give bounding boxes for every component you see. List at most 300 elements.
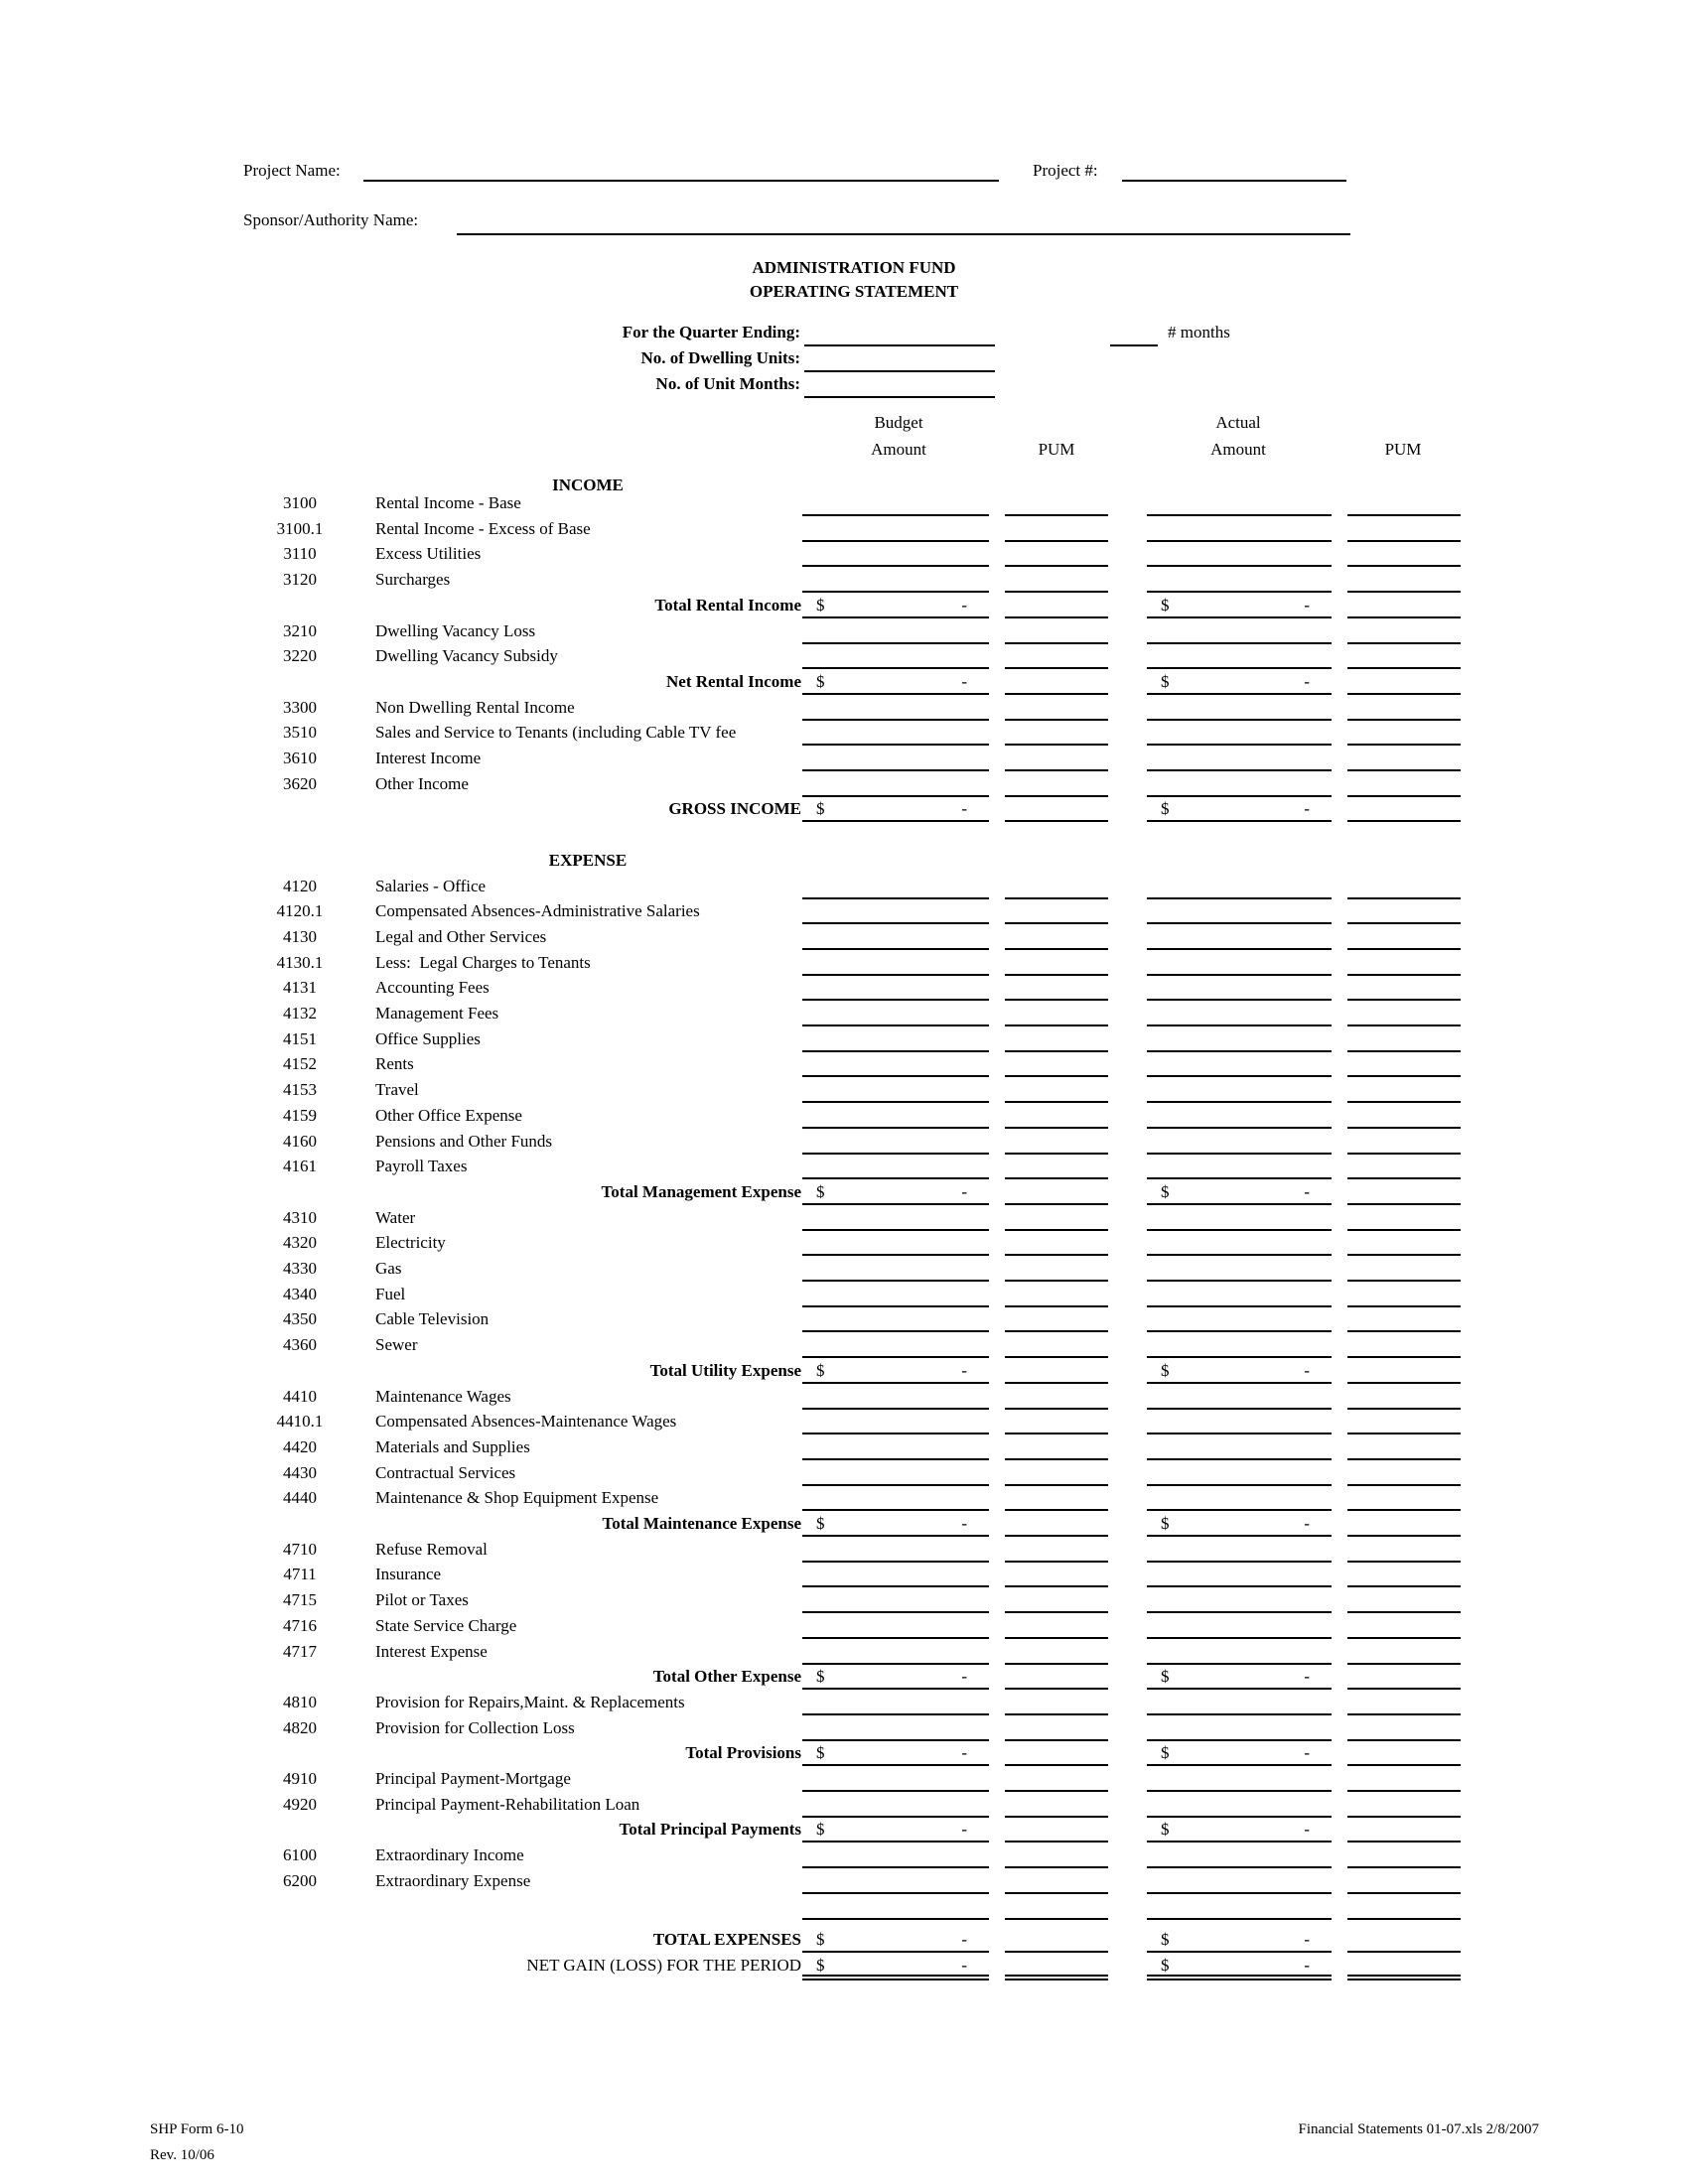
budget-amount-field[interactable] [802, 1740, 989, 1766]
budget-pum-field[interactable] [1005, 796, 1108, 822]
table-row [0, 1766, 1688, 1792]
actual-pum-field[interactable] [1347, 1129, 1461, 1155]
actual-amount-field[interactable] [1147, 1485, 1332, 1511]
budget-pum-field[interactable] [1005, 1664, 1108, 1690]
table-row [0, 1953, 1688, 1979]
budget-amount-field[interactable] [802, 771, 989, 797]
actual-amount-field[interactable] [1147, 695, 1332, 721]
account-description: Rental Income - Excess of Base [375, 519, 591, 538]
budget-amount-field[interactable] [802, 874, 989, 899]
account-code: 3620 [283, 774, 317, 793]
budget-amount-field[interactable] [802, 567, 989, 593]
actual-pum-field[interactable] [1347, 1179, 1461, 1205]
actual-pum-field[interactable] [1347, 874, 1461, 899]
budget-pum-field[interactable] [1005, 950, 1108, 976]
actual-pum-field[interactable] [1347, 1587, 1461, 1613]
actual-amount-field[interactable] [1147, 1077, 1332, 1103]
budget-amount-field[interactable] [802, 516, 989, 542]
actual-amount-field[interactable] [1147, 1409, 1332, 1434]
budget-pum-field[interactable] [1005, 643, 1108, 669]
actual-pum-field[interactable] [1347, 1460, 1461, 1486]
table-row [0, 1205, 1688, 1231]
actual-amount-field[interactable] [1147, 720, 1332, 746]
actual-pum-field[interactable] [1347, 1664, 1461, 1690]
budget-pum-field[interactable] [1005, 516, 1108, 542]
actual-amount-field[interactable] [1147, 643, 1332, 669]
actual-amount-field[interactable] [1147, 898, 1332, 924]
account-code: 4120.1 [276, 901, 324, 920]
actual-amount-field[interactable] [1147, 1537, 1332, 1563]
account-description: Water [375, 1208, 416, 1227]
budget-pum-field[interactable] [1005, 567, 1108, 593]
account-description: Sales and Service to Tenants (including Cable TV fee [375, 723, 737, 742]
budget-pum-field[interactable] [1005, 1332, 1108, 1358]
dollar-sign: $ [1161, 596, 1170, 614]
dollar-sign: $ [1161, 1667, 1170, 1686]
budget-pum-field[interactable] [1005, 874, 1108, 899]
actual-amount-field[interactable] [1147, 1766, 1332, 1792]
budget-pum-field[interactable] [1005, 1587, 1108, 1613]
actual-pum-field[interactable] [1347, 567, 1461, 593]
budget-amount-field[interactable] [802, 1587, 989, 1613]
table-row [0, 1077, 1688, 1103]
actual-amount-field[interactable] [1147, 975, 1332, 1001]
budget-pum-field[interactable] [1005, 898, 1108, 924]
account-description: Management Fees [375, 1004, 499, 1023]
actual-amount-field[interactable] [1147, 1282, 1332, 1307]
budget-pum-field[interactable] [1005, 541, 1108, 567]
actual-pum-field[interactable] [1347, 746, 1461, 771]
budget-amount-field[interactable] [802, 1205, 989, 1231]
budget-pum-field[interactable] [1005, 1179, 1108, 1205]
budget-amount-field[interactable] [802, 1129, 989, 1155]
budget-pum-field[interactable] [1005, 1205, 1108, 1231]
actual-amount-field[interactable] [1147, 1664, 1332, 1690]
actual-pum-field[interactable] [1347, 1690, 1461, 1715]
dollar-sign: $ [1161, 672, 1170, 691]
table-row [0, 1843, 1688, 1868]
budget-pum-field[interactable] [1005, 1001, 1108, 1026]
actual-pum-field[interactable] [1347, 1282, 1461, 1307]
account-description: Non Dwelling Rental Income [375, 698, 575, 717]
actual-pum-field[interactable] [1347, 796, 1461, 822]
actual-pum-field[interactable] [1347, 1103, 1461, 1129]
budget-amount-field[interactable] [802, 618, 989, 644]
budget-pum-field[interactable] [1005, 1868, 1108, 1894]
actual-amount-field[interactable] [1147, 1103, 1332, 1129]
budget-pum-field[interactable] [1005, 1230, 1108, 1256]
actual-pum-field[interactable] [1347, 720, 1461, 746]
actual-pum-field[interactable] [1347, 975, 1461, 1001]
budget-amount-field[interactable] [802, 695, 989, 721]
budget-pum-field[interactable] [1005, 1843, 1108, 1868]
budget-amount-field[interactable] [802, 669, 989, 695]
quarter-ending-label: For the Quarter Ending: [622, 323, 800, 341]
budget-amount-field[interactable] [802, 1664, 989, 1690]
budget-amount-field[interactable] [802, 1001, 989, 1026]
table-row [0, 924, 1688, 950]
budget-pum-field[interactable] [1005, 1613, 1108, 1639]
budget-pum-field[interactable] [1005, 1051, 1108, 1077]
actual-amount-field[interactable] [1147, 1562, 1332, 1587]
actual-pum-field[interactable] [1347, 1256, 1461, 1282]
actual-pum-field[interactable] [1347, 1434, 1461, 1460]
budget-amount-field[interactable] [802, 1384, 989, 1410]
zero-amount-dash: - [1304, 1182, 1310, 1201]
budget-amount-field[interactable] [802, 1817, 989, 1843]
table-row [0, 1894, 1688, 1920]
budget-amount-field[interactable] [802, 898, 989, 924]
actual-amount-field[interactable] [1147, 1715, 1332, 1741]
form-title-line2: OPERATING STATEMENT [749, 282, 959, 301]
actual-amount-field[interactable] [1147, 516, 1332, 542]
budget-pum-field[interactable] [1005, 1129, 1108, 1155]
budget-pum-field[interactable] [1005, 669, 1108, 695]
actual-amount-field[interactable] [1147, 1639, 1332, 1665]
actual-pum-field[interactable] [1347, 1485, 1461, 1511]
budget-pum-field[interactable] [1005, 490, 1108, 516]
account-code: 4340 [283, 1285, 317, 1303]
table-row [0, 1460, 1688, 1486]
budget-amount-field[interactable] [802, 1485, 989, 1511]
actual-pum-field[interactable] [1347, 1817, 1461, 1843]
budget-amount-field[interactable] [802, 1690, 989, 1715]
account-code: 4711 [283, 1565, 317, 1583]
actual-amount-field[interactable] [1147, 1817, 1332, 1843]
actual-pum-field[interactable] [1347, 516, 1461, 542]
form-title-line1: ADMINISTRATION FUND [752, 258, 956, 277]
budget-amount-field[interactable] [802, 1332, 989, 1358]
table-row [0, 1537, 1688, 1563]
dollar-sign: $ [816, 1956, 825, 1975]
budget-pum-field[interactable] [1005, 593, 1108, 618]
account-description: Sewer [375, 1335, 418, 1354]
actual-amount-field[interactable] [1147, 1230, 1332, 1256]
budget-amount-field[interactable] [802, 1026, 989, 1052]
actual-pum-field[interactable] [1347, 1306, 1461, 1332]
actual-amount-field[interactable] [1147, 1894, 1332, 1920]
budget-amount-field[interactable] [802, 593, 989, 618]
actual-amount-field[interactable] [1147, 593, 1332, 618]
zero-amount-dash: - [1304, 1956, 1310, 1975]
dollar-sign: $ [1161, 1514, 1170, 1533]
actual-pum-field[interactable] [1347, 1077, 1461, 1103]
budget-amount-field[interactable] [802, 1179, 989, 1205]
actual-amount-field[interactable] [1147, 1179, 1332, 1205]
table-row [0, 1613, 1688, 1639]
actual-amount-field[interactable] [1147, 1613, 1332, 1639]
actual-pum-field[interactable] [1347, 490, 1461, 516]
actual-amount-field[interactable] [1147, 950, 1332, 976]
table-row [0, 898, 1688, 924]
budget-amount-field[interactable] [802, 1051, 989, 1077]
table-row [0, 1817, 1688, 1843]
budget-pum-field[interactable] [1005, 695, 1108, 721]
sponsor-name-label: Sponsor/Authority Name: [243, 210, 419, 229]
actual-pum-field[interactable] [1347, 643, 1461, 669]
budget-amount-field[interactable] [802, 746, 989, 771]
account-code: 4715 [283, 1590, 317, 1609]
actual-amount-field[interactable] [1147, 1690, 1332, 1715]
actual-pum-field[interactable] [1347, 1384, 1461, 1410]
budget-amount-field[interactable] [802, 1460, 989, 1486]
actual-amount-field[interactable] [1147, 1868, 1332, 1894]
actual-amount-field[interactable] [1147, 746, 1332, 771]
table-row [0, 567, 1688, 593]
actual-amount-field[interactable] [1147, 541, 1332, 567]
table-row [0, 1562, 1688, 1587]
actual-pum-field[interactable] [1347, 1409, 1461, 1434]
quarter-ending-field[interactable] [804, 344, 995, 346]
table-row [0, 1179, 1688, 1205]
budget-pum-field[interactable] [1005, 1384, 1108, 1410]
budget-pum-field[interactable] [1005, 1026, 1108, 1052]
budget-pum-field[interactable] [1005, 618, 1108, 644]
actual-pum-field[interactable] [1347, 950, 1461, 976]
budget-pum-field[interactable] [1005, 1537, 1108, 1563]
account-code: 4920 [283, 1795, 317, 1814]
account-code: 4151 [283, 1029, 317, 1048]
dwelling-units-field[interactable] [804, 370, 995, 372]
table-row [0, 771, 1688, 797]
budget-pum-field[interactable] [1005, 1894, 1108, 1920]
budget-pum-field[interactable] [1005, 1792, 1108, 1818]
table-row [0, 1792, 1688, 1818]
account-description: Travel [375, 1080, 419, 1099]
table-row [0, 720, 1688, 746]
budget-amount-field[interactable] [802, 1868, 989, 1894]
table-row [0, 643, 1688, 669]
budget-amount-field[interactable] [802, 1511, 989, 1537]
account-description: Extraordinary Income [375, 1845, 524, 1864]
budget-pum-field[interactable] [1005, 1953, 1108, 1980]
actual-amount-field[interactable] [1147, 1026, 1332, 1052]
actual-amount-field[interactable] [1147, 669, 1332, 695]
actual-amount-field[interactable] [1147, 1384, 1332, 1410]
actual-pum-field[interactable] [1347, 1715, 1461, 1741]
budget-pum-field[interactable] [1005, 1927, 1108, 1953]
actual-pum-field[interactable] [1347, 593, 1461, 618]
actual-amount-field[interactable] [1147, 1434, 1332, 1460]
account-description: Electricity [375, 1233, 446, 1252]
budget-amount-field[interactable] [802, 1154, 989, 1179]
budget-pum-field[interactable] [1005, 720, 1108, 746]
budget-amount-field[interactable] [802, 1358, 989, 1384]
footer-form-number: SHP Form 6-10 [150, 2121, 244, 2137]
account-code: 4330 [283, 1259, 317, 1278]
project-number-field[interactable] [1122, 180, 1346, 182]
budget-amount-field[interactable] [802, 1256, 989, 1282]
budget-amount-field[interactable] [802, 924, 989, 950]
budget-amount-field[interactable] [802, 1103, 989, 1129]
account-description: Dwelling Vacancy Subsidy [375, 646, 558, 665]
actual-amount-field[interactable] [1147, 1001, 1332, 1026]
account-code: 4410 [283, 1387, 317, 1406]
actual-pum-field[interactable] [1347, 1792, 1461, 1818]
actual-amount-field[interactable] [1147, 1927, 1332, 1953]
actual-amount-field[interactable] [1147, 1740, 1332, 1766]
budget-amount-field[interactable] [802, 541, 989, 567]
budget-pum-field[interactable] [1005, 1715, 1108, 1741]
actual-pum-field[interactable] [1347, 618, 1461, 644]
account-code: 3100.1 [276, 519, 324, 538]
actual-pum-field[interactable] [1347, 1766, 1461, 1792]
budget-pum-field[interactable] [1005, 924, 1108, 950]
account-description: Maintenance & Shop Equipment Expense [375, 1488, 659, 1507]
budget-amount-field[interactable] [802, 720, 989, 746]
account-code: 3220 [283, 646, 317, 665]
actual-amount-field[interactable] [1147, 567, 1332, 593]
budget-pum-field[interactable] [1005, 1154, 1108, 1179]
account-description: Legal and Other Services [375, 927, 547, 946]
actual-pum-field[interactable] [1347, 1740, 1461, 1766]
budget-pum-field[interactable] [1005, 1282, 1108, 1307]
actual-amount-field[interactable] [1147, 1843, 1332, 1868]
actual-pum-field[interactable] [1347, 1843, 1461, 1868]
actual-pum-field[interactable] [1347, 1051, 1461, 1077]
budget-amount-field[interactable] [802, 1894, 989, 1920]
account-code: 4410.1 [276, 1412, 324, 1431]
budget-pum-field[interactable] [1005, 1485, 1108, 1511]
account-description: Other Office Expense [375, 1106, 522, 1125]
budget-amount-field[interactable] [802, 1537, 989, 1563]
account-code: 4710 [283, 1540, 317, 1559]
table-row [0, 1051, 1688, 1077]
budget-amount-field[interactable] [802, 1409, 989, 1434]
actual-pum-field[interactable] [1347, 771, 1461, 797]
budget-pum-field[interactable] [1005, 1740, 1108, 1766]
actual-pum-field[interactable] [1347, 1154, 1461, 1179]
budget-amount-field[interactable] [802, 1306, 989, 1332]
budget-amount-field[interactable] [802, 796, 989, 822]
actual-amount-field[interactable] [1147, 1953, 1332, 1980]
actual-amount-field[interactable] [1147, 1256, 1332, 1282]
budget-pum-field[interactable] [1005, 1690, 1108, 1715]
budget-amount-field[interactable] [802, 1927, 989, 1953]
account-description: Rental Income - Base [375, 493, 521, 512]
actual-pum-field[interactable] [1347, 1868, 1461, 1894]
account-code: 6100 [283, 1845, 317, 1864]
actual-pum-field[interactable] [1347, 1562, 1461, 1587]
budget-pum-field[interactable] [1005, 746, 1108, 771]
actual-amount-field[interactable] [1147, 1051, 1332, 1077]
zero-amount-dash: - [961, 596, 967, 614]
actual-pum-field[interactable] [1347, 669, 1461, 695]
budget-amount-field[interactable] [802, 1434, 989, 1460]
budget-pum-field[interactable] [1005, 1511, 1108, 1537]
budget-amount-field[interactable] [802, 1766, 989, 1792]
actual-pum-field[interactable] [1347, 1639, 1461, 1665]
actual-amount-field[interactable] [1147, 1460, 1332, 1486]
budget-pum-field[interactable] [1005, 1306, 1108, 1332]
budget-pum-field[interactable] [1005, 1434, 1108, 1460]
actual-pum-field[interactable] [1347, 1613, 1461, 1639]
actual-amount-field[interactable] [1147, 490, 1332, 516]
actual-pum-field[interactable] [1347, 898, 1461, 924]
actual-amount-field[interactable] [1147, 618, 1332, 644]
unit-months-field[interactable] [804, 396, 995, 398]
budget-amount-field[interactable] [802, 1282, 989, 1307]
actual-amount-field[interactable] [1147, 1154, 1332, 1179]
actual-pum-field[interactable] [1347, 1511, 1461, 1537]
actual-pum-field[interactable] [1347, 1953, 1461, 1980]
table-row [0, 796, 1688, 822]
actual-amount-field[interactable] [1147, 1587, 1332, 1613]
actual-pum-field[interactable] [1347, 541, 1461, 567]
actual-amount-field[interactable] [1147, 1205, 1332, 1231]
actual-amount-field[interactable] [1147, 771, 1332, 797]
budget-pum-field[interactable] [1005, 771, 1108, 797]
budget-amount-field[interactable] [802, 490, 989, 516]
project-name-field[interactable] [363, 180, 999, 182]
account-description: Interest Expense [375, 1642, 488, 1661]
sponsor-name-field[interactable] [457, 233, 1350, 235]
actual-pum-field[interactable] [1347, 1358, 1461, 1384]
budget-amount-field[interactable] [802, 1792, 989, 1818]
budget-amount-field[interactable] [802, 950, 989, 976]
actual-pum-field[interactable] [1347, 924, 1461, 950]
project-name-label: Project Name: [243, 161, 341, 180]
budget-amount-field[interactable] [802, 1613, 989, 1639]
actual-amount-field[interactable] [1147, 1129, 1332, 1155]
actual-amount-field[interactable] [1147, 1358, 1332, 1384]
budget-pum-field[interactable] [1005, 1256, 1108, 1282]
budget-pum-field[interactable] [1005, 975, 1108, 1001]
budget-pum-field[interactable] [1005, 1358, 1108, 1384]
budget-amount-field[interactable] [802, 975, 989, 1001]
actual-pum-field[interactable] [1347, 695, 1461, 721]
account-description: Less: Legal Charges to Tenants [375, 953, 591, 972]
budget-amount-field[interactable] [802, 1953, 989, 1980]
actual-pum-field[interactable] [1347, 1894, 1461, 1920]
budget-amount-field[interactable] [802, 1077, 989, 1103]
actual-pum-field[interactable] [1347, 1001, 1461, 1026]
unit-months-label: No. of Unit Months: [655, 374, 800, 393]
budget-amount-field[interactable] [802, 1715, 989, 1741]
actual-pum-field[interactable] [1347, 1332, 1461, 1358]
budget-amount-field[interactable] [802, 1230, 989, 1256]
actual-pum-field[interactable] [1347, 1537, 1461, 1563]
budget-pum-field[interactable] [1005, 1766, 1108, 1792]
actual-amount-field[interactable] [1147, 1792, 1332, 1818]
months-field[interactable] [1110, 344, 1158, 346]
budget-amount-field[interactable] [802, 1639, 989, 1665]
actual-pum-field[interactable] [1347, 1927, 1461, 1953]
actual-amount-field[interactable] [1147, 1332, 1332, 1358]
budget-pum-field[interactable] [1005, 1562, 1108, 1587]
budget-pum-field[interactable] [1005, 1077, 1108, 1103]
actual-pum-field[interactable] [1347, 1230, 1461, 1256]
budget-pum-field[interactable] [1005, 1103, 1108, 1129]
budget-pum-field[interactable] [1005, 1639, 1108, 1665]
budget-pum-field[interactable] [1005, 1409, 1108, 1434]
actual-pum-field[interactable] [1347, 1026, 1461, 1052]
budget-amount-field[interactable] [802, 1562, 989, 1587]
actual-amount-field[interactable] [1147, 796, 1332, 822]
budget-pum-field[interactable] [1005, 1460, 1108, 1486]
budget-amount-field[interactable] [802, 1843, 989, 1868]
table-row [0, 1715, 1688, 1741]
account-code: 6200 [283, 1871, 317, 1890]
actual-amount-field[interactable] [1147, 874, 1332, 899]
budget-pum-field[interactable] [1005, 1817, 1108, 1843]
account-description: Payroll Taxes [375, 1157, 468, 1175]
actual-amount-field[interactable] [1147, 924, 1332, 950]
actual-amount-field[interactable] [1147, 1306, 1332, 1332]
actual-pum-field[interactable] [1347, 1205, 1461, 1231]
budget-amount-field[interactable] [802, 643, 989, 669]
actual-amount-field[interactable] [1147, 1511, 1332, 1537]
